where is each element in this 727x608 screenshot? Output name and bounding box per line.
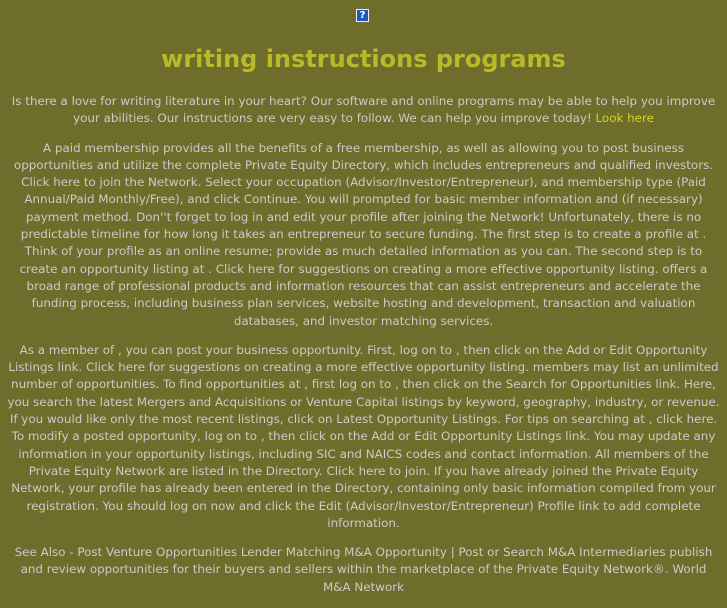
main-content [6, 93, 721, 608]
intro-paragraph [6, 93, 721, 128]
look-here-link[interactable]: Look here [595, 111, 654, 126]
membership-paragraph: A paid membership provides all the benefits of a free membership, as well as allowing you to post business opportunities and utilize the complete Private Equity Directory, which includes entrepreneurs and qualified investors. Click here to join the Network. Select your occupation (Advisor/Investor/Entrepreneur), and membership type (Paid Annual/Paid Monthly/Free), and click Continue. You will prompted for basic member information and (if necessary) payment method. Don''t forget to log in and edit your profile after joining the Network! Unfortunately, there is no predictable timeline for how long it takes an entrepreneur to secure funding. The first step is to create a profile at . Think of your profile as an online resume; provide as much detailed information as you can. The second step is to create an opportunity listing at . Click here for suggestions on creating a more effective opportunity listing. offers a broad range of professional products and information resources that can assist entrepreneurs and accelerate the funding process, including business plan services, website hosting and development, transaction and valuation databases, and investor matching services. [13, 140, 714, 328]
see-also-paragraph: See Also - Post Venture Opportunities Lender Matching M&A Opportunity | Post or Search M&A Intermediaries publish and review opportunities for their buyers and sellers within the marketplace of the Private Equity Network®. World M&A Network [14, 545, 713, 594]
question-mark-icon[interactable]: ? [356, 9, 369, 22]
intro-text: Is there a love for writing literature in your heart? Our software and online programs may be able to help you improve your abilities. Our instructions are very easy to follow. We can help you improve today! [11, 94, 716, 126]
opportunity-paragraph: As a member of , you can post your business opportunity. First, log on to , then click on the Add or Edit Opportunity Listings link. Click here for suggestions on creating a more effective opportunity listing. members may list an unlimited number of opportunities. To find opportunities at , first log on to , then click on the Search for Opportunities link. Here, you search the latest Mergers and Acquisitions or Venture Capital listings by keyword, geography, industry, or revenue. If you would like only the most recent listings, click on Latest Opportunity Listings. For tips on searching at , click here. To modify a posted opportunity, log on to , then click on the Add or Edit Opportunity Listings link. You may update any information in your opportunity listings, including SIC and NAICS codes and contact information. All members of the Private Equity Network are listed in the Directory. Click here to join. If you have already joined the Private Equity Network, your profile has already been entered in the Directory, containing only basic information compiled from your registration. You should log on now and click the Edit (Advisor/Investor/Entrepreneur) Profile link to add complete information. [7, 342, 720, 530]
page-title: writing instructions programs [161, 45, 566, 73]
